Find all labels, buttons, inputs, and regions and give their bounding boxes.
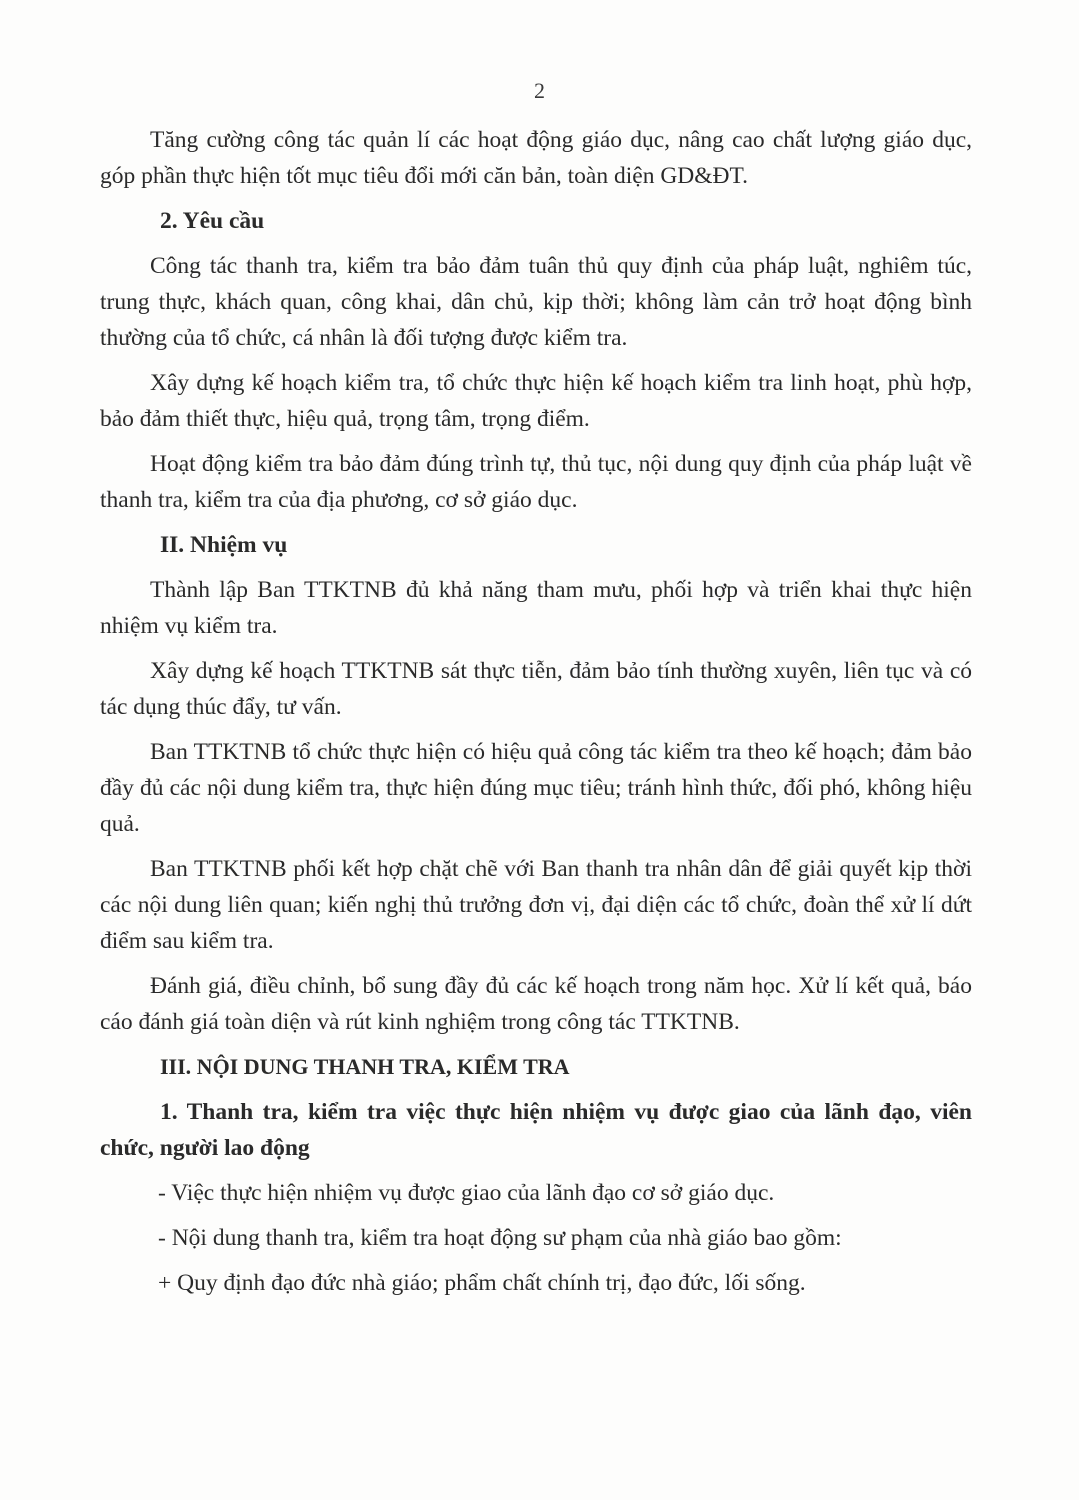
- section-heading-inspection-content: III. NỘI DUNG THANH TRA, KIỂM TRA: [160, 1054, 570, 1079]
- paragraph-task-execution: Ban TTKTNB tổ chức thực hiện có hiệu quả công tác kiểm tra theo kế hoạch; đảm bảo đầy đủ các nội dung kiểm tra, thực hiện đúng mục tiêu; tránh hình thức, đối phó, không hiệu quả.: [100, 739, 972, 837]
- paragraph-task-evaluation: Đánh giá, điều chỉnh, bổ sung đầy đủ các kế hoạch trong năm học. Xử lí kết quả, báo cáo đánh giá toàn diện và rút kinh nghiệm trong công tác TTKTNB.: [100, 973, 972, 1035]
- list-item-leadership: - Việc thực hiện nhiệm vụ được giao của lãnh đạo cơ sở giáo dục.: [158, 1180, 775, 1206]
- section-heading-requirements: 2. Yêu cầu: [160, 208, 265, 234]
- document-body: [100, 122, 972, 1310]
- subsection-heading-duties: 1. Thanh tra, kiểm tra việc thực hiện nhiệm vụ được giao của lãnh đạo, viên chức, người lao động: [100, 1099, 972, 1161]
- paragraph-task-coordination: Ban TTKTNB phối kết hợp chặt chẽ với Ban thanh tra nhân dân để giải quyết kịp thời các nội dung liên quan; kiến nghị thủ trưởng đơn vị, đại diện các tổ chức, đoàn thể xử lí dứt điểm sau kiểm tra.: [100, 856, 972, 954]
- paragraph-objective: Tăng cường công tác quản lí các hoạt động giáo dục, nâng cao chất lượng giáo dục, góp phần thực hiện tốt mục tiêu đổi mới căn bản, toàn diện GD&ĐT.: [100, 127, 972, 189]
- section-heading-tasks: II. Nhiệm vụ: [160, 532, 288, 558]
- paragraph-task-plan: Xây dựng kế hoạch TTKTNB sát thực tiễn, đảm bảo tính thường xuyên, liên tục và có tác dụng thúc đẩy, tư vấn.: [100, 658, 972, 720]
- list-item-ethics: + Quy định đạo đức nhà giáo; phẩm chất chính trị, đạo đức, lối sống.: [158, 1270, 806, 1296]
- paragraph-requirement-plan: Xây dựng kế hoạch kiểm tra, tổ chức thực hiện kế hoạch kiểm tra linh hoạt, phù hợp, bảo đảm thiết thực, hiệu quả, trọng tâm, trọng điểm.: [100, 370, 972, 432]
- paragraph-requirement-compliance: Công tác thanh tra, kiểm tra bảo đảm tuân thủ quy định của pháp luật, nghiêm túc, trung thực, khách quan, công khai, dân chủ, kịp thời; không làm cản trở hoạt động bình thường của tổ chức, cá nhân là đối tượng được kiểm tra.: [100, 253, 972, 351]
- list-item-teaching-activity: - Nội dung thanh tra, kiểm tra hoạt động sư phạm của nhà giáo bao gồm:: [158, 1225, 842, 1251]
- page-number: 2: [534, 78, 545, 103]
- paragraph-task-board: Thành lập Ban TTKTNB đủ khả năng tham mưu, phối hợp và triển khai thực hiện nhiệm vụ kiểm tra.: [100, 577, 972, 639]
- paragraph-requirement-procedure: Hoạt động kiểm tra bảo đảm đúng trình tự, thủ tục, nội dung quy định của pháp luật về thanh tra, kiểm tra của địa phương, cơ sở giáo dục.: [100, 451, 972, 513]
